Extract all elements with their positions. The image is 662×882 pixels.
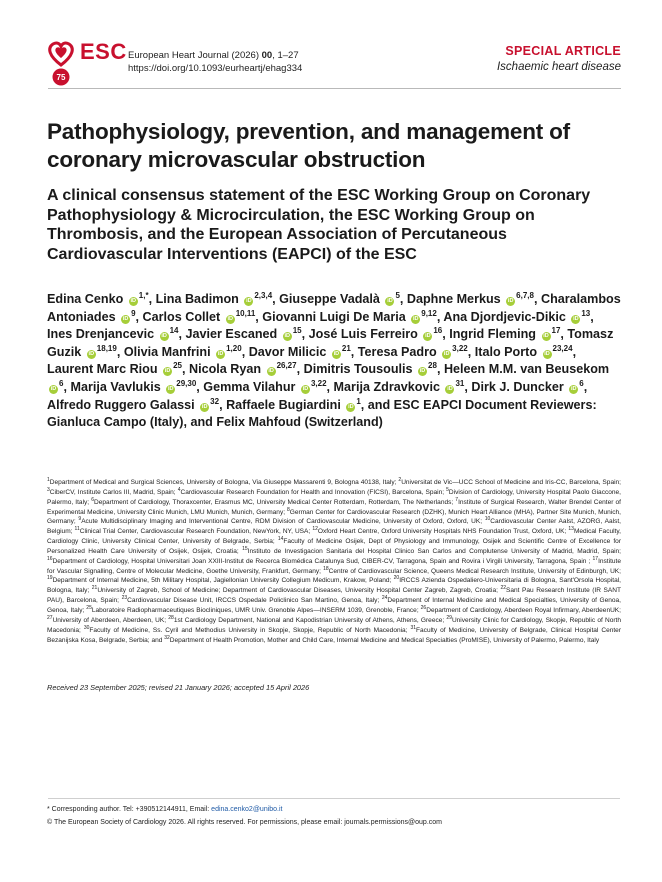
logo-badge: 75 <box>56 73 66 82</box>
affiliation-text: Division of Cardiology, University Hospital Paolo Giaccone, Palermo, Italy; <box>47 488 621 506</box>
author-affiliation-marker: 9,12 <box>421 308 437 318</box>
orcid-icon[interactable]: iD <box>571 385 577 392</box>
affiliation-text: Oxford Heart Centre, Oxford University Hospitals NHS Foundation Trust, Oxford, UK; <box>317 528 569 536</box>
orcid-icon[interactable]: iD <box>573 315 579 322</box>
affiliation-text: German Center for Cardiovascular Research (DZHK), Munich Heart Alliance (MHA), Partner Site Munich, Munich, Germany; <box>47 508 621 526</box>
article-type: SPECIAL ARTICLE <box>505 44 621 58</box>
received-dates: Received 23 September 2025; revised 21 January 2026; accepted 15 April 2026 <box>47 683 310 692</box>
affiliation-text: Instituto de Investigacion Sanitaria del Hospital Clinico San Carlos and Complutense University of Madrid, Madrid, Spain; <box>247 547 621 555</box>
orcid-icon[interactable]: iD <box>447 385 453 392</box>
author-name[interactable]: Marija Vavlukis <box>70 379 161 394</box>
author-name[interactable]: Teresa Padro <box>357 344 437 359</box>
author-entry <box>304 362 437 376</box>
affiliation-number: 7 <box>455 496 459 503</box>
author-entry <box>226 398 361 412</box>
affiliation-text: University of Zagreb, School of Medicine; Department of Cardiovascular Diseases, University Hospital Center Zagreb, Zagreb, Croatia; <box>97 587 501 595</box>
author-affiliation-marker: 6 <box>59 378 64 388</box>
affiliation-text: Acute Multidisciplinary Imaging and Interventional Centre, RDM Division of Cardiovascular Medicine, University of Oxford, Oxford, UK; <box>81 518 485 526</box>
affiliation-number: 20 <box>393 575 400 582</box>
affiliation-text: Faculty of Medicine Osijek, Dept of Physiology and Immunology, Osijek and Scientific Centre of Excellence for Personalized Health Care University of Osijek, Osijek, Croatia; <box>47 538 621 555</box>
orcid-icon[interactable]: iD <box>246 298 252 304</box>
doi-link[interactable]: https://doi.org/10.1093/eurheartj/ehag334 <box>128 63 303 74</box>
affiliation-text: 1st Cardiology Department, National and Kapodistrian University of Athens, Athens, Greece; <box>173 616 447 624</box>
affiliation-text: Department of Internal Medicine and Medical Specialties, University of Genoa, Genoa, Italy; <box>47 597 621 614</box>
affiliation-number: 6 <box>91 496 94 503</box>
orcid-icon[interactable]: iD <box>425 333 431 340</box>
author-affiliation-marker: 10,11 <box>235 308 256 318</box>
article-subtitle: A clinical consensus statement of the ESC Working Group on Coronary Pathophysiology & Microcirculation, the ESC Working Group on Thrombosis, and the European Association of Percutaneous Cardiovascular Interventions (EAPCI) of the ESC <box>47 187 591 263</box>
author-name[interactable]: Edina Cenko <box>47 292 124 306</box>
author-affiliation-marker: 23,24 <box>552 343 573 353</box>
affiliation-number: 27 <box>47 614 53 621</box>
document-reviewers: , and ESC EAPCI Document Reviewers: Gianluca Campo (Italy), and Felix Mahfoud (Switzerland) <box>47 397 597 430</box>
affiliation-text: Faculty of Medicine, Ss. Cyril and Methodius University in Skopje, Skopje, Republic of North Macedonia; <box>89 626 411 634</box>
affiliation-text: Cardiovascular Research Foundation for Health and Innovation (FICSI), Barcelona, Spain; <box>180 488 447 496</box>
author-name[interactable]: Heleen M.M. van Beusekom <box>443 362 610 377</box>
affiliations <box>47 478 621 645</box>
author-affiliation-marker: 9 <box>131 308 136 318</box>
orcid-icon[interactable]: iD <box>88 350 95 357</box>
affiliation-number: 23 <box>121 595 128 602</box>
orcid-icon[interactable]: iD <box>387 298 393 304</box>
orcid-icon[interactable]: iD <box>413 315 419 322</box>
author-entry <box>70 380 196 394</box>
affiliation-number: 1 <box>47 477 50 483</box>
logo-text: ESC <box>80 39 127 64</box>
affiliation-number: 11 <box>74 526 80 533</box>
affiliation-number: 15 <box>242 545 248 552</box>
author-entry <box>47 327 179 341</box>
author-name[interactable]: Carlos Collet <box>142 309 221 324</box>
author-affiliation-marker: 29,30 <box>176 378 197 388</box>
orcid-icon[interactable]: iD <box>544 350 550 357</box>
article-subject: Ischaemic heart disease <box>496 61 621 73</box>
journal-year: (2026) <box>231 50 259 61</box>
orcid-icon[interactable]: iD <box>217 350 224 357</box>
affiliation-number: 9 <box>78 516 82 523</box>
author-name[interactable]: Laurent Marc Riou <box>47 362 158 377</box>
author-name[interactable]: Dimitris Tousoulis <box>303 362 413 377</box>
journal-name: European Heart Journal <box>128 50 229 61</box>
affiliation-text: Institute for Vascular Signalling, Centre of Molecular Medicine, Goethe University, Frankfurt, Germany; <box>47 557 621 575</box>
affiliation-number: 14 <box>277 536 284 543</box>
author-entry <box>156 292 273 306</box>
author-entry <box>47 398 219 412</box>
author-affiliation-marker: 13 <box>581 308 591 318</box>
copyright-note: © The European Society of Cardiology 2026. All rights reserved. For permissions, please email: journals.permissions@oup.com <box>47 819 442 826</box>
affiliation-text: Medical Faculty, Cardiology Clinic, University Clinical Center, University of Belgrade, Serbia; <box>47 528 621 546</box>
author-entry <box>203 380 326 394</box>
author-affiliation-marker: 28 <box>428 361 437 371</box>
orcid-icon[interactable]: iD <box>122 315 129 322</box>
author-entry <box>449 327 560 341</box>
author-entry <box>443 310 590 324</box>
affiliation-number: 17 <box>592 555 599 562</box>
affiliation-text: Department of Cardiology, Aberdeen Royal Infirmary, AberdeenUK; <box>426 606 621 614</box>
author-name[interactable]: Tomasz Guzik <box>47 327 614 359</box>
corresponding-author-note <box>47 806 283 813</box>
affiliation-number: 25 <box>86 604 92 611</box>
affiliation-number: 2 <box>398 477 402 483</box>
author-affiliation-marker: 32 <box>210 396 220 406</box>
author-affiliation-marker: 2,3,4 <box>254 291 273 300</box>
affiliation-number: 22 <box>500 585 507 592</box>
journal-citation <box>128 49 302 75</box>
affiliation-text: Universitat de Vic—UCC School of Medicine and Iris-CC, Barcelona, Spain; <box>401 479 621 486</box>
author-entry <box>47 292 149 306</box>
corresponding-author-text: * Corresponding author. Tel: +390512144911, Email: <box>47 806 212 813</box>
journal-pages: , 1–27 <box>272 50 299 61</box>
orcid-icon[interactable]: iD <box>419 368 426 375</box>
author-affiliation-marker: 17 <box>551 326 561 336</box>
affiliation-number: 3 <box>47 486 50 493</box>
author-entry <box>262 310 437 324</box>
affiliation-number: 4 <box>177 486 181 493</box>
author-affiliation-marker: 6,7,8 <box>516 291 534 300</box>
author-entry <box>124 345 242 359</box>
author-affiliation-marker: 3,22 <box>310 378 327 388</box>
orcid-icon[interactable]: iD <box>443 350 450 357</box>
affiliation-number: 28 <box>168 614 174 621</box>
orcid-icon[interactable]: iD <box>227 315 233 322</box>
author-name[interactable]: Giovanni Luigi De Maria <box>262 309 406 324</box>
affiliation-text: Faculty of Medicine, University of Belgrade, Clinical Hospital Center Bezanijska Kosa, Belgrade, Serbia; and <box>47 626 622 644</box>
affiliation-text: Department of Cardiology, Thoraxcenter, Erasmus MC, University Medical Center Rotterdam, Rotterdam, The Netherlands; <box>94 498 456 506</box>
affiliation-text: Centre of Cardiovascular Science, Queens Medical Research Institute, University of Edinburgh, UK; <box>328 567 621 575</box>
author-name[interactable]: Giuseppe Vadalà <box>279 292 380 306</box>
orcid-icon[interactable]: iD <box>284 333 290 340</box>
orcid-icon[interactable]: iD <box>543 333 549 340</box>
corresponding-email-link[interactable]: edina.cenko2@unibo.it <box>211 806 283 813</box>
author-name[interactable]: Ana Djordjevic-Dikic <box>443 309 566 324</box>
affiliation-number: 21 <box>91 585 98 592</box>
affiliation-text: Clinical Trial Center, Cardiovascular Research Foundation, NewYork, NY, USA; <box>79 528 313 536</box>
orcid-icon[interactable]: iD <box>268 368 274 375</box>
author-entry <box>309 327 443 341</box>
orcid-icon[interactable]: iD <box>50 385 57 392</box>
affiliation-text: Laboratoire Radiopharmaceutiques Biocliniques, UMR Univ. Grenoble Alpes—INSERM 1039, Grenoble, France; <box>91 606 421 614</box>
affiliation-text: University of Aberdeen, Aberdeen, UK; <box>52 616 169 624</box>
author-name[interactable]: José Luis Ferreiro <box>308 327 418 342</box>
author-affiliation-marker: 31 <box>455 378 465 388</box>
author-name[interactable]: Dirk J. Duncker <box>471 379 564 394</box>
author-name[interactable]: Nicola Ryan <box>188 362 262 377</box>
affiliation-number: 12 <box>312 526 318 533</box>
affiliation-number: 8 <box>287 506 290 513</box>
affiliation-number: 26 <box>420 604 427 611</box>
affiliation-text: CiberCV, Institute Carlos III, Madrid, Spain; <box>49 488 178 496</box>
orcid-icon[interactable]: iD <box>348 403 354 410</box>
affiliation-text: Department of Internal Medicine, 5th Military Hospital, Jagiellonian University Collegium Medicum, Krakow, Poland; <box>52 577 394 585</box>
orcid-icon[interactable]: iD <box>168 385 174 392</box>
orcid-icon[interactable]: iD <box>333 350 340 357</box>
author-name[interactable]: Davor Milicic <box>248 344 327 359</box>
affiliation-number: 5 <box>446 486 449 493</box>
orcid-icon[interactable]: iD <box>161 333 167 340</box>
affiliation-text: Institute of Surgical Research, Walter Brendel Center of Experimental Medicine, University Clinic Munich, LMU Munich, Munich, Germany; <box>47 498 621 516</box>
author-entry <box>186 327 302 341</box>
author-list: Edina Cenko $iD^{1,*}$, Lina Badimon iD$^{2,3,4}$, Giuseppe Vadalà $iD^5$, Daphne Merkus iD$^{6,7,8}$, Charalambos Antoniades $iD^9$, Carlos Collet iD$^{10,11}$, Giovanni Luigi De Maria iD$^{9,12}$, Ana Djordjevic-Dikic $iD^{13}$, Ines Drenjancevic $iD^{14}$, Javier Escaned $iD^{15}$, José Luis Ferreiro $iD^{16}$, Ingrid Fleming $iD^{17}$, Tomasz Guzik iD$^{18,19}$, Olivia Manfrini iD$^{1,20}$, Davor Milicic $iD^{21}$, Teresa Padro iD$^{3,22}$, Italo Porto iD$^{23,24}$, Laurent Marc Riou $iD^{25}$, Nicola Ryan iD$^{26,27}$, Dimitris Tousoulis $iD^{28}$, Heleen M.M. van Beusekom $iD^6$, Marija Vavlukis iD$^{29,30}$, Gemma Vilahur iD$^{3,22}$, Marija Zdravkovic $iD^{31}$, Dirk J. Duncker $iD^6$, Alfredo Ruggero Galassi $iD^{32}$, Raffaele Bugiardini $iD^1$, and ESC EAPCI Document Reviewers: Gianluca Campo (Italy), and Felix Mahfoud (Switzerland) <box>47 291 621 430</box>
orcid-icon[interactable]: iD <box>201 403 208 410</box>
author-affiliation-marker: 25 <box>173 361 182 371</box>
affiliation-text: Department of Medical and Surgical Sciences, University of Bologna, Via Giuseppe Massarenti 9, Bologna 40138, Italy; <box>49 479 399 486</box>
author-entry <box>143 310 256 324</box>
affiliation-text: University Clinic for Cardiology, Skopje, Republic of North Macedonia; <box>47 616 621 634</box>
affiliation-number: 19 <box>47 575 53 582</box>
author-name[interactable]: Lina Badimon <box>155 292 239 306</box>
author-name[interactable]: Marija Zdravkovic <box>333 379 440 394</box>
author-affiliation-marker: 15 <box>292 326 302 336</box>
affiliation-text: Department of Cardiology, Hospital Universitari Joan XXIII-Institut de Recerca Biomédica Catalunya Sud, CIBER-CV, Tarragona, Spain and Rovira i Virgili University, Tarragona, Spain ; <box>52 557 593 565</box>
author-entry <box>279 292 400 306</box>
affiliation-number: 10 <box>484 516 491 523</box>
author-affiliation-marker: 1,* <box>138 291 149 300</box>
author-entry <box>471 380 583 394</box>
author-affiliation-marker: 1,20 <box>226 343 242 353</box>
author-affiliation-marker: 3,22 <box>452 343 468 353</box>
affiliation-number: 24 <box>381 595 388 602</box>
author-name[interactable]: Daphne Merkus <box>406 292 501 306</box>
author-entry <box>407 292 534 306</box>
author-name[interactable]: Olivia Manfrini <box>123 344 211 359</box>
author-entry <box>475 345 573 359</box>
orcid-icon[interactable]: iD <box>164 368 171 375</box>
affiliation-number: 13 <box>568 526 574 533</box>
affiliation-text: Cardiovascular Disease Unit, IRCCS Ospedale Policlinico San Martino, Genoa, Italy; <box>127 597 382 605</box>
article-title: Pathophysiology, prevention, and management of coronary microvascular obstruction <box>47 119 570 172</box>
affiliation-text: Sant Pau Research Institute (IR SANT PAU), Barcelona, Spain; <box>47 587 621 605</box>
affiliation-number: 31 <box>410 624 417 631</box>
author-affiliation-marker: 6 <box>579 378 584 388</box>
esc-heart-logo-icon[interactable] <box>45 38 77 86</box>
affiliation-number: 32 <box>164 634 170 641</box>
author-affiliation-marker: 18,19 <box>96 343 117 353</box>
author-entry <box>47 362 182 376</box>
affiliation-text: Department of Health Promotion, Mother and Child Care, Internal Medicine and Medical Specialties (ProMISE), University of Palermo, Palermo, Italy <box>169 636 600 644</box>
author-name[interactable]: Gemma Vilahur <box>203 379 296 394</box>
author-entry <box>249 345 351 359</box>
author-name[interactable]: Javier Escaned <box>185 327 278 342</box>
author-name[interactable]: Raffaele Bugiardini <box>226 397 341 412</box>
author-entry <box>334 380 465 394</box>
footnote-divider <box>48 798 620 799</box>
author-affiliation-marker: 26,27 <box>276 361 297 371</box>
author-name[interactable]: Ines Drenjancevic <box>47 327 155 342</box>
author-name[interactable]: Ingrid Fleming <box>449 327 536 342</box>
author-entry <box>358 345 468 359</box>
orcid-icon[interactable]: iD <box>130 298 137 304</box>
author-affiliation-marker: 16 <box>433 326 443 336</box>
author-entry <box>189 362 297 376</box>
affiliation-number: 30 <box>83 624 90 631</box>
author-affiliation-marker: 1 <box>356 396 361 406</box>
orcid-icon[interactable]: iD <box>507 298 514 304</box>
affiliation-number: 16 <box>47 555 53 562</box>
author-name[interactable]: Alfredo Ruggero Galassi <box>47 397 195 412</box>
orcid-icon[interactable]: iD <box>302 385 309 392</box>
affiliation-number: 29 <box>446 614 452 621</box>
affiliation-number: 18 <box>323 565 329 572</box>
header-divider <box>48 88 621 89</box>
affiliation-text: IRCCS Azienda Ospedaliero-Universitaria di Bologna, Sant'Orsola Hospital, Bologna, Italy; <box>47 577 621 595</box>
author-name[interactable]: Italo Porto <box>474 344 538 359</box>
author-name[interactable]: Charalambos Antoniades <box>47 292 621 324</box>
affiliation-text: Cardiovascular Center Aalst, AZORG, Aalst, Belgium; <box>47 518 621 536</box>
author-affiliation-marker: 5 <box>395 291 400 300</box>
author-affiliation-marker: 14 <box>169 326 179 336</box>
author-affiliation-marker: 21 <box>341 343 351 353</box>
journal-volume: 00 <box>261 50 273 61</box>
